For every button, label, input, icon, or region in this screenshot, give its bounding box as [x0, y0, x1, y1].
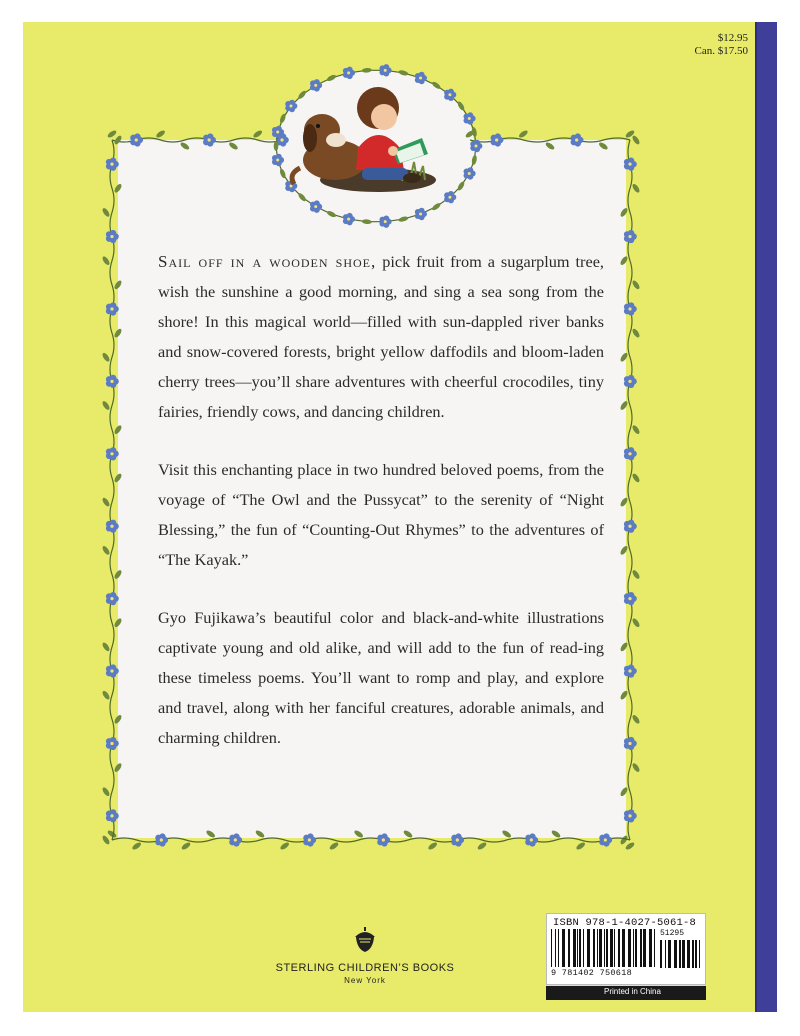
barcode-digits: 9 781402 750618	[551, 968, 633, 978]
publisher-name: STERLING CHILDREN’S BOOKS	[275, 962, 455, 974]
blurb-lead: Sail off in a wooden shoe,	[158, 252, 377, 271]
blurb-paragraph-1-rest: pick fruit from a sugarplum tree, wish the sunshine a good morning, and sing a sea song from the shore! In this magical world—filled with sun-dappled river banks and snow-covered forests, bright yellow daffodils and bloom-laden cherry trees—you’ll share adventures with cheerful crocodiles, tiny fairies, friendly cows, and dancing children.	[158, 252, 605, 421]
price-canada: Can. $17.50	[694, 45, 748, 57]
acorn-icon	[352, 925, 378, 953]
blurb-paragraph-3: Gyo Fujikawa’s beautiful color and black-and-white illustrations captivate young and old alike, and will add to the fun of read-ing these timeless poems. You’ll want to romp and play, and explore and travel, along with her fanciful creatures, adorable animals, and charming children.	[158, 608, 604, 747]
addon-barcode	[660, 940, 700, 970]
blurb-paragraph-1	[158, 247, 604, 427]
blurb-paragraph-2: Visit this enchanting place in two hundred beloved poems, from the voyage of “The Owl and the Pussycat” to the serenity of “Night Blessing,” the fun of “Counting-Out Rhymes” to the adventures of “The Kayak.”	[158, 460, 604, 569]
price-us: $12.95	[717, 32, 748, 44]
blurb-text	[158, 247, 604, 781]
publisher-city: New York	[344, 976, 386, 985]
ean-barcode	[551, 929, 657, 969]
isbn-number: ISBN 978-1-4027-5061-8	[553, 917, 697, 929]
barcode-label	[546, 913, 706, 985]
printed-in-label: Printed in China	[604, 987, 661, 996]
publisher-imprint	[255, 925, 475, 985]
barcode-addon-digits: 51295	[660, 929, 685, 938]
